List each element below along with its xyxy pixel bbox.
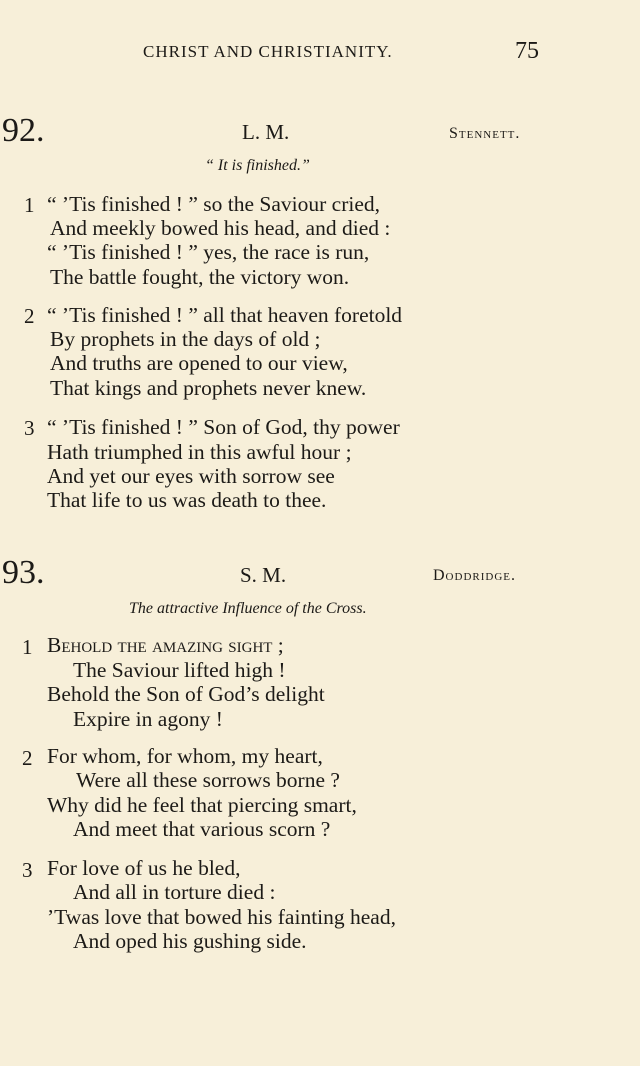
hymn-93-verse-2-line-4: And meet that various scorn ?	[73, 817, 331, 841]
hymn-93-verse-2-line-2: Were all these sorrows borne ?	[76, 768, 340, 792]
hymn-92-verse-2-line-2: By prophets in the days of old ;	[50, 327, 321, 351]
hymn-93-author: Doddridge.	[433, 567, 516, 584]
hymn-93-verse-1-line-3: Behold the Son of God’s delight	[47, 682, 325, 706]
hymn-93-subtitle: The attractive Influence of the Cross.	[129, 600, 367, 617]
hymn-92-verse-1-line-3: “ ’Tis finished ! ” yes, the race is run,	[47, 240, 370, 264]
hymn-92-verse-1-number: 1	[24, 193, 35, 217]
running-head: CHRIST AND CHRISTIANITY.	[143, 42, 393, 61]
hymn-93-verse-3-line-3: ’Twas love that bowed his fainting head,	[47, 905, 396, 929]
hymn-93-verse-3-line-1: For love of us he bled,	[47, 856, 241, 880]
hymn-92-author: Stennett.	[449, 125, 521, 142]
hymn-93-meter: S. M.	[240, 563, 287, 587]
hymn-92-verse-3-number: 3	[24, 416, 35, 440]
hymn-93-verse-2-line-1: For whom, for whom, my heart,	[47, 744, 323, 768]
hymn-93-verse-1-line-1: Behold the amazing sight ;	[47, 633, 284, 657]
hymn-93-verse-3-number: 3	[22, 858, 33, 882]
page-number: 75	[515, 38, 539, 64]
hymn-93-number: 93.	[2, 554, 45, 591]
hymn-92-number: 92.	[2, 112, 45, 149]
hymn-92-verse-3-line-3: And yet our eyes with sorrow see	[47, 464, 335, 488]
hymn-92-subtitle: “ It is finished.”	[205, 157, 310, 174]
hymn-92-meter: L. M.	[242, 120, 290, 144]
hymn-92-verse-2-line-4: That kings and prophets never knew.	[50, 376, 367, 400]
hymn-93-verse-2-number: 2	[22, 746, 33, 770]
hymn-92-verse-3-line-4: That life to us was death to thee.	[47, 488, 327, 512]
hymn-93-verse-1-number: 1	[22, 635, 33, 659]
hymn-93-verse-3-line-4: And oped his gushing side.	[73, 929, 307, 953]
hymn-92-verse-1-line-1: “ ’Tis finished ! ” so the Saviour cried,	[47, 192, 380, 216]
hymn-93-verse-3-line-2: And all in torture died :	[73, 880, 276, 904]
hymn-93-verse-2-line-3: Why did he feel that piercing smart,	[47, 793, 357, 817]
hymn-92-verse-2-line-1: “ ’Tis finished ! ” all that heaven foretold	[47, 303, 403, 327]
hymn-92-verse-3-line-2: Hath triumphed in this awful hour ;	[47, 440, 352, 464]
hymn-92-verse-2-line-3: And truths are opened to our view,	[50, 351, 348, 375]
hymn-93-verse-1-line-4: Expire in agony !	[73, 707, 223, 731]
hymn-92-verse-1-line-4: The battle fought, the victory won.	[50, 265, 350, 289]
hymn-92-verse-1-line-2: And meekly bowed his head, and died :	[50, 216, 391, 240]
hymn-93-verse-1-line-2: The Saviour lifted high !	[73, 658, 286, 682]
hymn-92-verse-3-line-1: “ ’Tis finished ! ” Son of God, thy power	[47, 415, 400, 439]
hymn-92-verse-2-number: 2	[24, 304, 35, 328]
